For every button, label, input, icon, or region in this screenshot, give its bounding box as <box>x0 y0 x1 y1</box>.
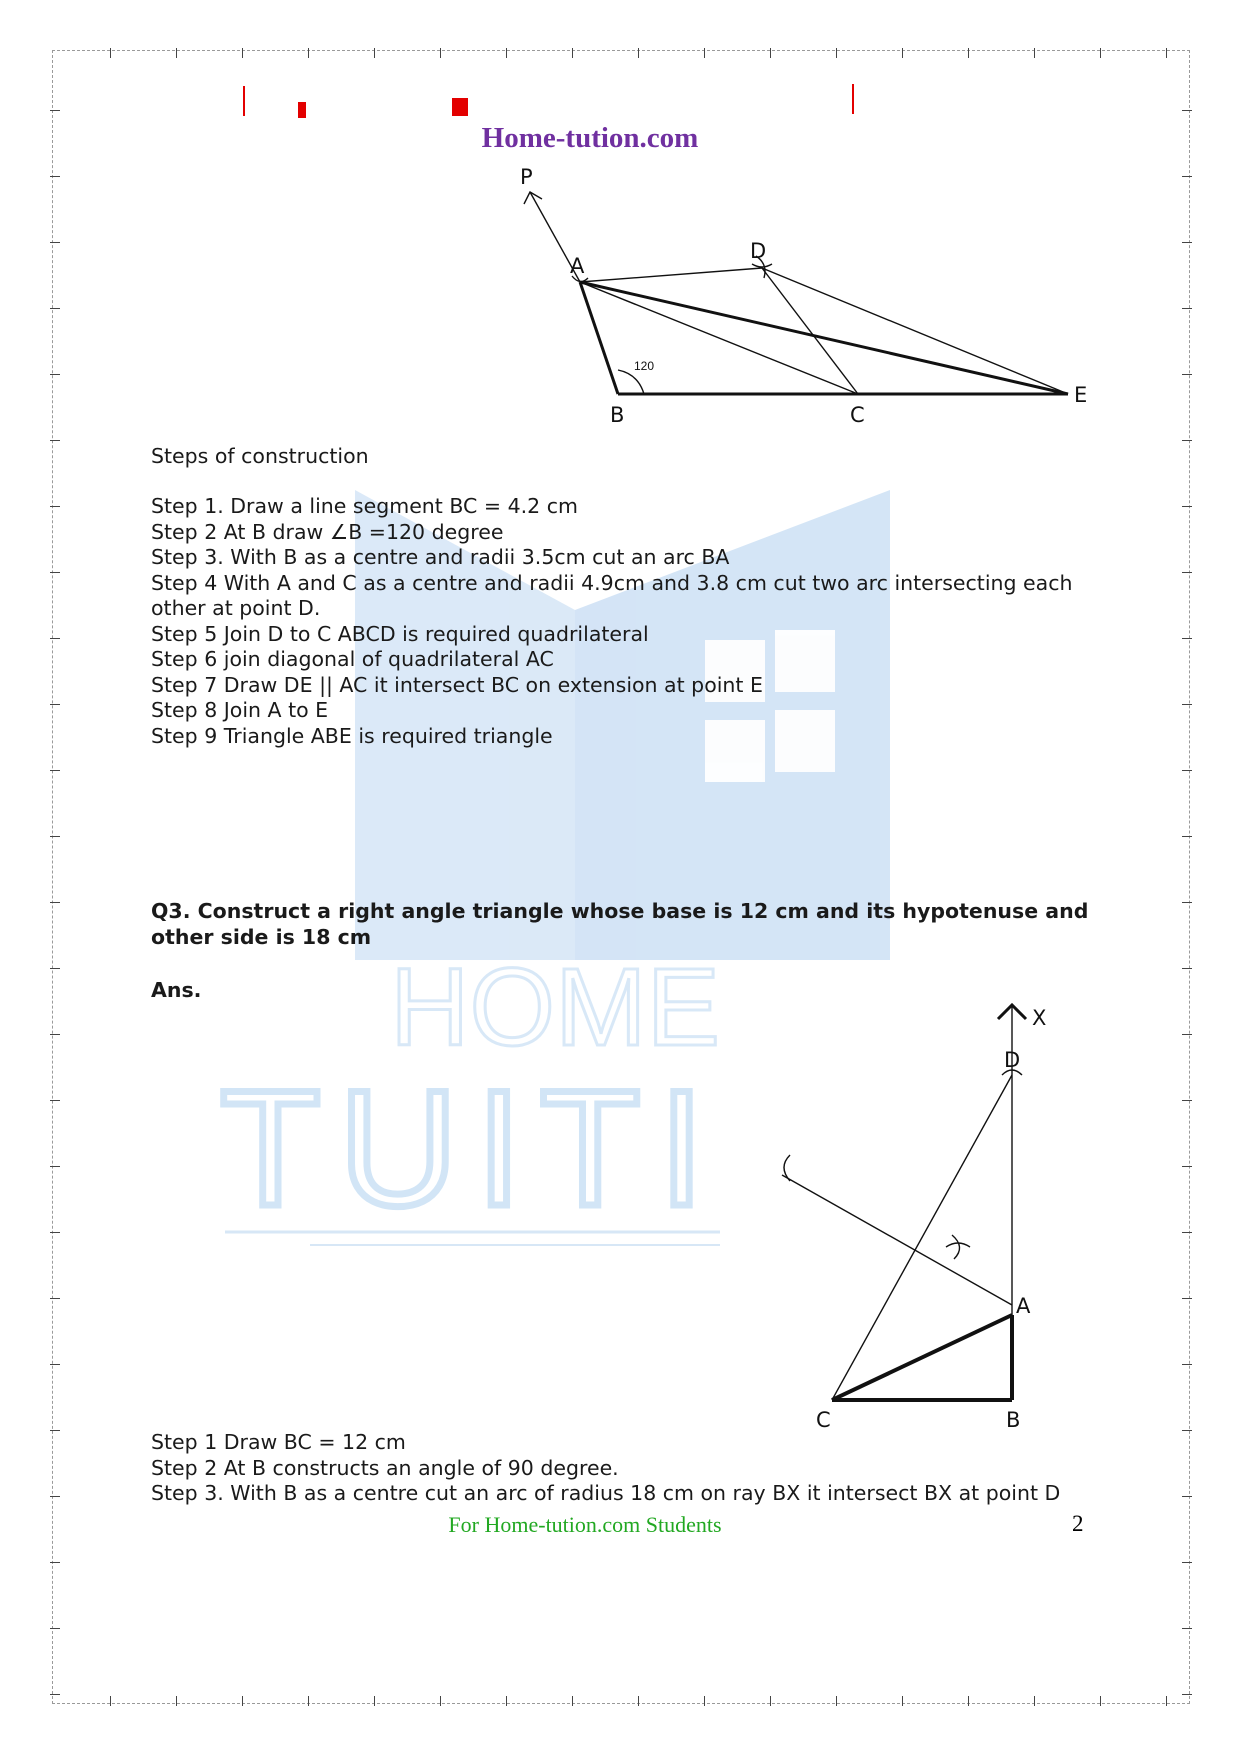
segment-ca <box>832 1315 1012 1400</box>
border-tick <box>1034 48 1035 58</box>
site-title: Home-tution.com <box>481 122 699 154</box>
border-tick <box>638 1696 639 1706</box>
border-tick <box>1166 1696 1167 1706</box>
label-x: X <box>1032 1006 1047 1030</box>
border-tick <box>1182 176 1192 177</box>
border-tick <box>1182 440 1192 441</box>
border-tick <box>50 836 60 837</box>
border-tick <box>50 1364 60 1365</box>
construction-2-steps <box>151 1430 1091 1507</box>
border-tick <box>110 48 111 58</box>
header-red-mark <box>852 84 854 114</box>
arc-mid-2 <box>946 1243 970 1247</box>
border-tick <box>308 48 309 58</box>
segment-ad <box>580 268 762 282</box>
border-tick <box>50 1034 60 1035</box>
label-b: B <box>610 403 625 425</box>
step-item: Step 5 Join D to C ABCD is required quadrilateral <box>151 621 649 646</box>
border-tick <box>836 48 837 58</box>
border-tick <box>50 770 60 771</box>
border-tick <box>50 1694 60 1695</box>
segment-ab <box>580 282 618 394</box>
segment-ac <box>580 282 858 394</box>
footer-text: For Home-tution.com Students <box>448 1512 722 1537</box>
border-tick <box>1182 1628 1192 1629</box>
arc-d-2 <box>752 264 772 267</box>
border-tick <box>50 902 60 903</box>
border-tick <box>50 1562 60 1563</box>
border-tick <box>176 1696 177 1706</box>
border-tick <box>50 638 60 639</box>
border-tick <box>1182 1496 1192 1497</box>
border-tick <box>902 1696 903 1706</box>
border-tick <box>1100 48 1101 58</box>
step-item: Step 9 Triangle ABE is required triangle <box>151 723 553 748</box>
border-tick <box>1182 1232 1192 1233</box>
label-d: D <box>750 239 767 263</box>
border-tick <box>374 48 375 58</box>
border-tick <box>572 1696 573 1706</box>
step-item: Step 1 Draw BC = 12 cm <box>151 1430 406 1454</box>
border-tick <box>1182 770 1192 771</box>
segment-cd <box>832 1075 1012 1400</box>
label-angle: 120 <box>634 359 655 373</box>
border-tick <box>50 1100 60 1101</box>
border-tick <box>308 1696 309 1706</box>
border-tick <box>1182 572 1192 573</box>
angle-arc-b <box>618 370 644 394</box>
border-tick <box>902 48 903 58</box>
label-a: A <box>1016 1294 1031 1318</box>
border-tick <box>1182 1430 1192 1431</box>
border-tick <box>50 374 60 375</box>
border-tick <box>572 48 573 58</box>
border-tick <box>1182 506 1192 507</box>
border-tick <box>770 48 771 58</box>
border-tick <box>1034 1696 1035 1706</box>
border-tick <box>1182 836 1192 837</box>
border-tick <box>1100 1696 1101 1706</box>
border-tick <box>50 1430 60 1431</box>
construction-1-steps <box>151 494 1091 749</box>
border-tick <box>1182 704 1192 705</box>
border-tick <box>1182 968 1192 969</box>
border-tick <box>1182 110 1192 111</box>
border-tick <box>968 48 969 58</box>
segment-de <box>762 268 1068 394</box>
border-tick <box>242 48 243 58</box>
label-c: C <box>850 403 865 425</box>
label-b: B <box>1006 1408 1021 1430</box>
watermark-text-tuition: TUITI <box>220 1056 723 1240</box>
border-tick <box>50 1628 60 1629</box>
border-tick <box>50 1496 60 1497</box>
figure-quadrilateral-construction <box>520 160 1090 425</box>
border-tick <box>50 1298 60 1299</box>
header-red-mark <box>243 86 245 116</box>
border-tick <box>638 48 639 58</box>
watermark-text-home: HOME <box>390 946 720 1069</box>
arc-mid-1 <box>952 1235 960 1259</box>
question-3: Q3. Construct a right angle triangle whose base is 12 cm and its hypotenuse and other side is 18 cm <box>151 899 1089 949</box>
border-tick <box>1182 374 1192 375</box>
label-a: A <box>570 254 585 278</box>
border-tick <box>1182 638 1192 639</box>
border-tick <box>704 48 705 58</box>
step-item: Step 2 At B constructs an angle of 90 degree. <box>151 1455 619 1480</box>
step-item: Step 1. Draw a line segment BC = 4.2 cm <box>151 494 578 518</box>
border-tick <box>1182 1100 1192 1101</box>
border-tick <box>440 1696 441 1706</box>
border-tick <box>704 1696 705 1706</box>
step-item: Step 4 With A and C as a centre and radii 4.9cm and 3.8 cm cut two arc intersecting each other at point D. <box>151 570 1073 620</box>
label-d: D <box>1004 1048 1021 1072</box>
border-tick <box>968 1696 969 1706</box>
figure-right-triangle-construction <box>760 995 1080 1430</box>
border-tick <box>1166 48 1167 58</box>
step-item: Step 7 Draw DE || AC it intersect BC on extension at point E <box>151 672 763 697</box>
border-tick <box>506 1696 507 1706</box>
border-tick <box>110 1696 111 1706</box>
page-number: 2 <box>1072 1511 1084 1536</box>
header-red-mark <box>452 98 468 116</box>
border-tick <box>50 440 60 441</box>
border-tick <box>50 308 60 309</box>
border-tick <box>50 1166 60 1167</box>
bisector-line <box>782 1175 1012 1305</box>
border-tick <box>50 176 60 177</box>
border-tick <box>1182 1034 1192 1035</box>
label-p: P <box>520 165 533 189</box>
border-tick <box>176 48 177 58</box>
border-tick <box>1182 1364 1192 1365</box>
border-tick <box>1182 1694 1192 1695</box>
border-tick <box>50 242 60 243</box>
construction-heading: Steps of construction <box>151 444 369 468</box>
border-tick <box>1182 242 1192 243</box>
border-tick <box>1182 308 1192 309</box>
border-tick <box>242 1696 243 1706</box>
border-tick <box>506 48 507 58</box>
segment-ae <box>580 282 1068 394</box>
step-item: Step 3. With B as a centre and radii 3.5cm cut an arc BA <box>151 545 730 569</box>
border-tick <box>1182 1166 1192 1167</box>
border-tick <box>374 1696 375 1706</box>
border-tick <box>50 1232 60 1233</box>
border-tick <box>50 968 60 969</box>
label-c: C <box>816 1408 831 1430</box>
border-tick <box>50 506 60 507</box>
step-item: Step 2 At B draw ∠B =120 degree <box>151 519 504 544</box>
step-item: Step 6 join diagonal of quadrilateral AC <box>151 647 554 671</box>
step-item: Step 8 Join A to E <box>151 698 329 722</box>
header-red-mark <box>298 102 306 118</box>
label-e: E <box>1074 383 1088 407</box>
border-tick <box>770 1696 771 1706</box>
border-tick <box>1182 1562 1192 1563</box>
border-tick <box>1182 1298 1192 1299</box>
border-tick <box>50 704 60 705</box>
answer-label: Ans. <box>151 978 202 1002</box>
step-item: Step 3. With B as a centre cut an arc of radius 18 cm on ray BX it intersect BX at point D <box>151 1481 1061 1505</box>
border-tick <box>1182 902 1192 903</box>
border-tick <box>50 572 60 573</box>
border-tick <box>836 1696 837 1706</box>
border-tick <box>440 48 441 58</box>
border-tick <box>50 110 60 111</box>
